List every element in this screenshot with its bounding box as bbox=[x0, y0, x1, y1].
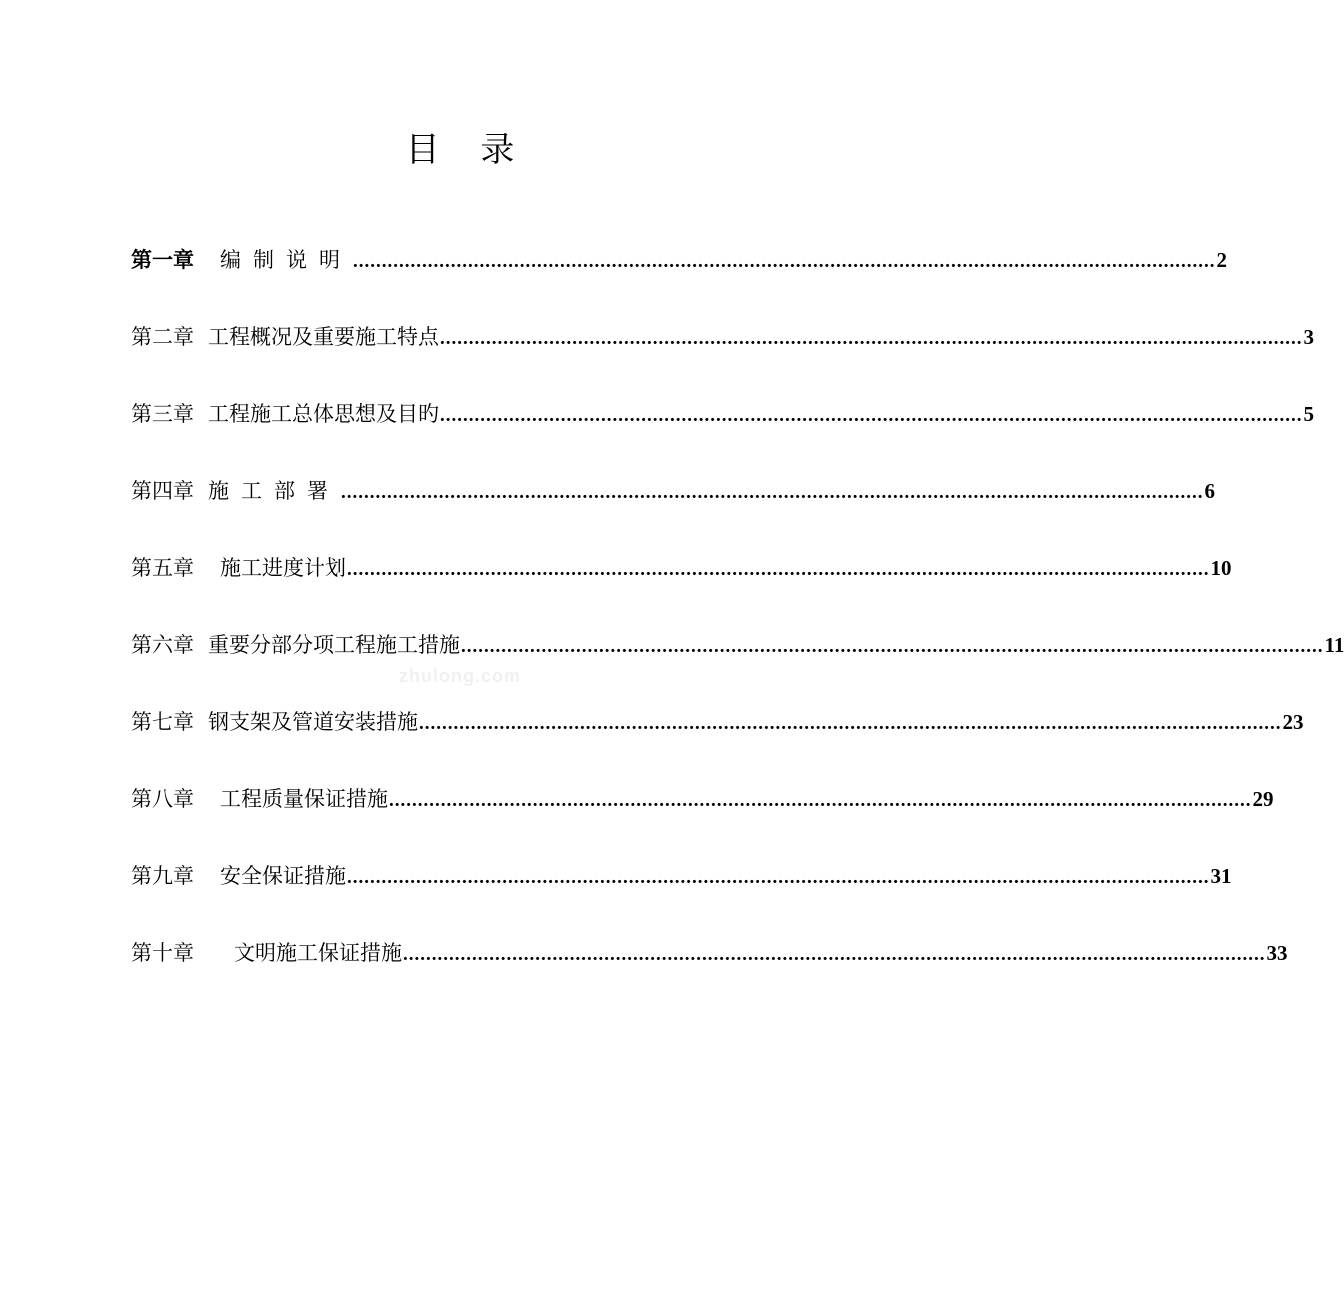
toc-chapter-number: 第八章 bbox=[131, 787, 194, 811]
toc-page-number: 31 bbox=[1210, 864, 1232, 888]
toc-chapter-number: 第三章 bbox=[131, 402, 194, 426]
toc-entry-4[interactable] bbox=[131, 473, 1215, 509]
toc-page-number: 23 bbox=[1282, 710, 1304, 734]
toc-leader-dots: ...................................................................................................................................................... bbox=[419, 713, 1282, 734]
toc-chapter-number: 第七章 bbox=[131, 710, 194, 734]
toc-chapter-title: 编制说明 bbox=[220, 248, 352, 272]
toc-leader-dots: ...................................................................................................................................................... bbox=[347, 867, 1210, 888]
toc-page-number: 10 bbox=[1210, 556, 1232, 580]
toc-chapter-title: 文明施工保证措施 bbox=[234, 941, 402, 965]
toc-chapter-title: 工程概况及重要施工特点 bbox=[208, 325, 439, 349]
toc-leader-dots: ...................................................................................................................................................... bbox=[389, 790, 1252, 811]
toc-entry-7[interactable] bbox=[131, 704, 1304, 740]
toc-chapter-title: 施工部署 bbox=[208, 479, 340, 503]
toc-chapter-number: 第二章 bbox=[131, 325, 194, 349]
toc-leader-dots: ...................................................................................................................................................... bbox=[347, 559, 1210, 580]
toc-entry-5[interactable] bbox=[131, 550, 1232, 586]
toc-chapter-title: 安全保证措施 bbox=[220, 864, 346, 888]
toc-chapter-title: 施工进度计划 bbox=[220, 556, 346, 580]
toc-chapter-title: 重要分部分项工程施工措施 bbox=[208, 633, 460, 657]
toc-entry-8[interactable] bbox=[131, 781, 1274, 817]
toc-page-number: 2 bbox=[1216, 248, 1227, 272]
toc-chapter-title: 工程施工总体思想及目旳 bbox=[208, 402, 439, 426]
page-title bbox=[0, 126, 920, 174]
toc-page-number: 3 bbox=[1303, 325, 1314, 349]
toc-chapter-number: 第一章 bbox=[131, 247, 194, 272]
toc-leader-dots: ...................................................................................................................................................... bbox=[403, 944, 1266, 965]
toc-chapter-number: 第四章 bbox=[131, 479, 194, 503]
toc-page-number: 11 bbox=[1324, 633, 1344, 657]
toc-chapter-title: 钢支架及管道安装措施 bbox=[208, 710, 418, 734]
toc-page-number: 29 bbox=[1252, 787, 1274, 811]
toc-leader-dots: ...................................................................................................................................................... bbox=[440, 328, 1303, 349]
toc-entry-2[interactable] bbox=[131, 319, 1314, 355]
toc-page-number: 6 bbox=[1204, 479, 1215, 503]
toc-page-number: 33 bbox=[1266, 941, 1288, 965]
toc-chapter-number: 第九章 bbox=[131, 864, 194, 888]
toc-leader-dots: ...................................................................................................................................................... bbox=[353, 251, 1216, 272]
toc-entry-3[interactable] bbox=[131, 396, 1314, 432]
toc-entry-10[interactable] bbox=[131, 935, 1288, 971]
toc-chapter-number: 第六章 bbox=[131, 633, 194, 657]
toc-entry-6[interactable] bbox=[131, 627, 1344, 663]
watermark: zhulong.com bbox=[399, 666, 521, 686]
toc-leader-dots: ...................................................................................................................................................... bbox=[440, 405, 1303, 426]
toc-chapter-title: 工程质量保证措施 bbox=[220, 787, 388, 811]
toc-chapter-number: 第五章 bbox=[131, 556, 194, 580]
toc-page-number: 5 bbox=[1303, 402, 1314, 426]
toc-chapter-number: 第十章 bbox=[131, 941, 194, 965]
toc-entry-9[interactable] bbox=[131, 858, 1232, 894]
toc-leader-dots: ...................................................................................................................................................... bbox=[341, 482, 1204, 503]
toc-entry-1[interactable] bbox=[131, 242, 1227, 278]
page-title-char: 目 bbox=[405, 130, 440, 170]
page-title-char: 录 bbox=[480, 130, 515, 170]
toc-leader-dots: ...................................................................................................................................................... bbox=[461, 636, 1324, 657]
